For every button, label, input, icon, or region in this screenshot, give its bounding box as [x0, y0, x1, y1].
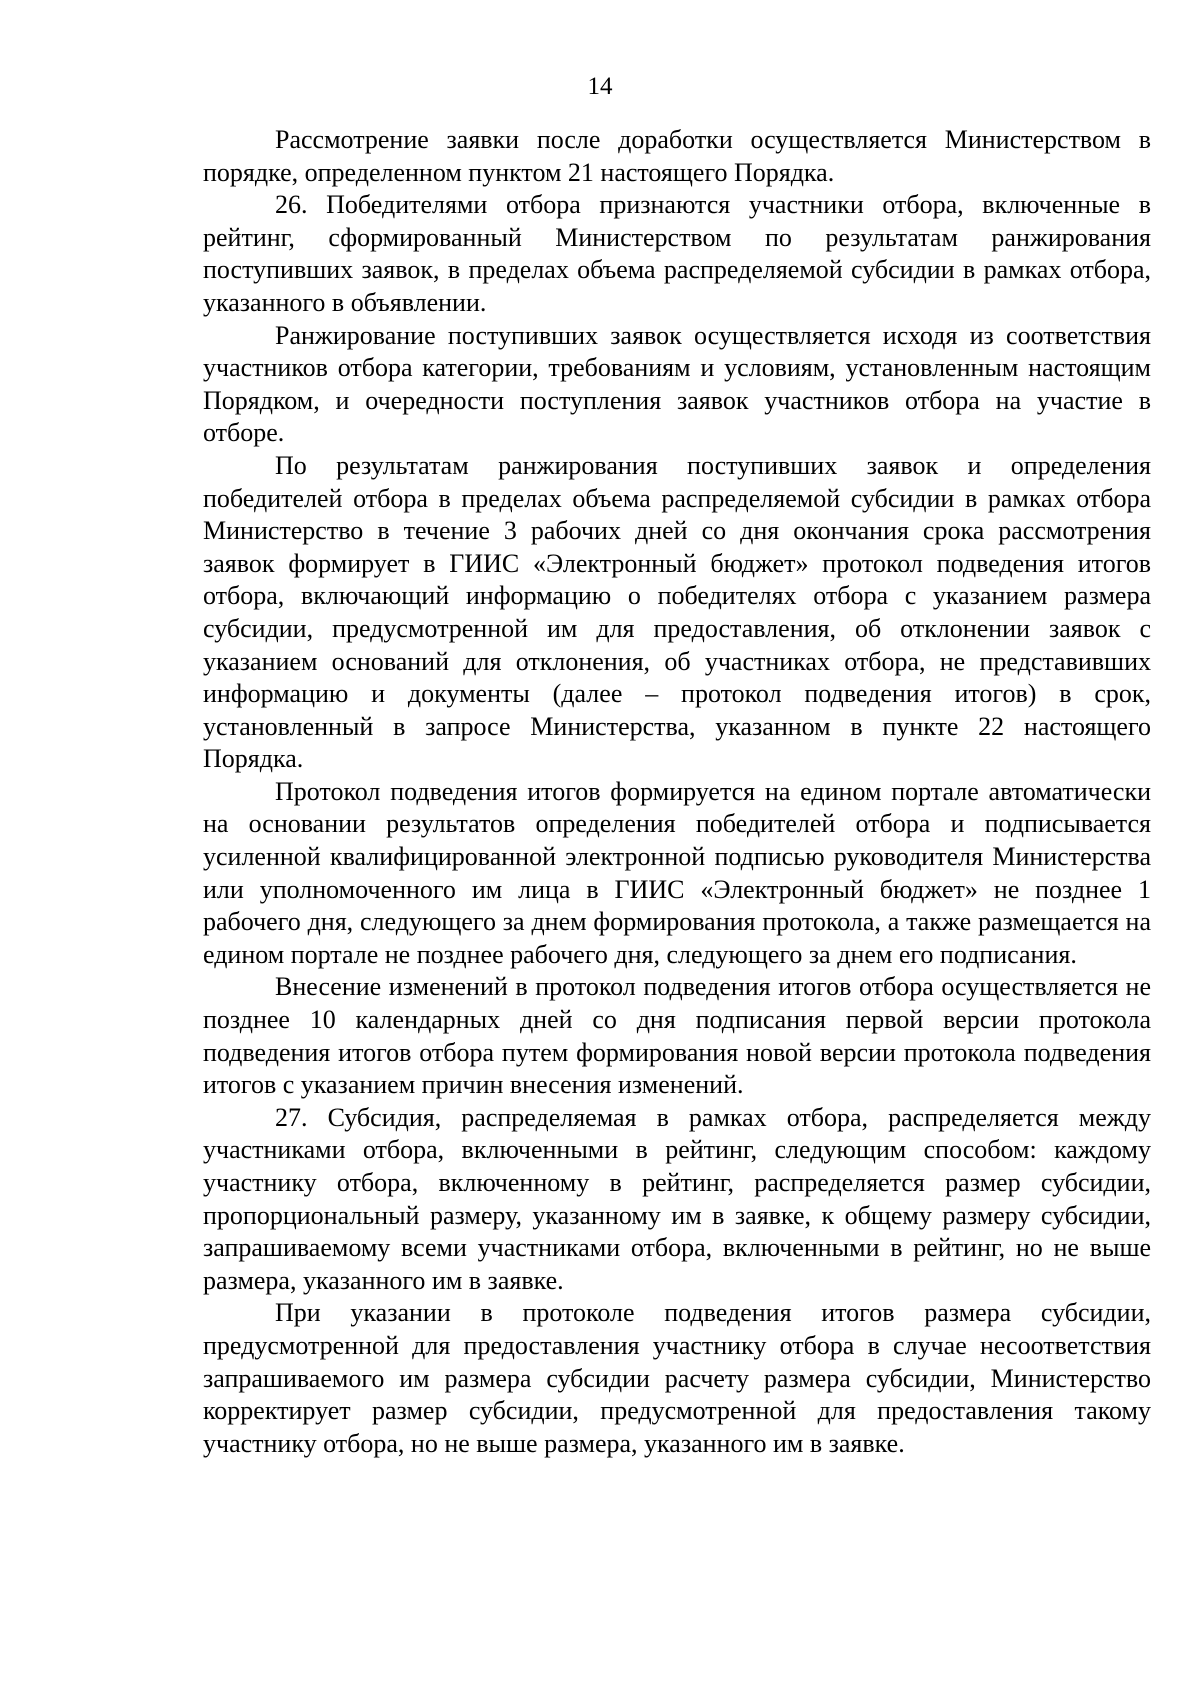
- paragraph-protocol-signing: Протокол подведения итогов формируется на едином портале автоматически на основании результатов определения победителей отбора и подписывается усиленной квалифицированной электронной подписью руководителя Министерства или уполномоченного им лица в ГИИС «Электронный бюджет» не позднее 1 рабочего дня, следующего за днем формирования протокола, а также размещается на едином портале не позднее рабочего дня, следующего за днем его подписания.: [203, 776, 1151, 969]
- paragraph-review-after-revision: Рассмотрение заявки после доработки осуществляется Министерством в порядке, определенном пунктом 21 настоящего Порядка.: [203, 125, 1151, 187]
- paragraph-ranking: Ранжирование поступивших заявок осуществляется исходя из соответствия участников отбора категории, требованиям и условиям, установленным настоящим Порядком, и очередности поступления заявок участников отбора на участие в отборе.: [203, 320, 1151, 448]
- document-body: [203, 124, 1151, 1460]
- paragraph-26-winners: 26. Победителями отбора признаются участники отбора, включенные в рейтинг, сформированный Министерством по результатам ранжирования поступивших заявок, в пределах объема распределяемой субсидии в рамках отбора, указанного в объявлении.: [203, 190, 1151, 317]
- page-number: 14: [587, 73, 613, 100]
- paragraph-27-subsidy-distribution: 27. Субсидия, распределяемая в рамках отбора, распределяется между участниками отбора, включенными в рейтинг, следующим способом: каждому участнику отбора, включенному в рейтинг, распределяется размер субсидии, пропорциональный размеру, указанному им в заявке, к общему размеру субсидии, запрашиваемому всеми участниками отбора, включенными в рейтинг, но не выше размера, указанного им в заявке.: [203, 1102, 1151, 1295]
- paragraph-ranking-results-protocol: По результатам ранжирования поступивших заявок и определения победителей отбора в пределах объема распределяемой субсидии в рамках отбора Министерство в течение 3 рабочих дней со дня окончания срока рассмотрения заявок формирует в ГИИС «Электронный бюджет» протокол подведения итогов отбора, включающий информацию о победителях отбора с указанием размера субсидии, предусмотренной им для предоставления, об отклонении заявок с указанием оснований для отклонения, об участниках отбора, не представивших информацию и документы (далее – протокол подведения итогов) в срок, установленный в запросе Министерства, указанном в пункте 22 настоящего Порядка.: [203, 450, 1151, 774]
- paragraph-protocol-changes: Внесение изменений в протокол подведения итогов отбора осуществляется не позднее 10 календарных дней со дня подписания первой версии протокола подведения итогов отбора путем формирования новой версии протокола подведения итогов с указанием причин внесения изменений.: [203, 972, 1151, 1100]
- paragraph-subsidy-correction: При указании в протоколе подведения итогов размера субсидии, предусмотренной для предоставления участнику отбора в случае несоответствия запрашиваемого им размера субсидии расчету размера субсидии, Министерство корректирует размер субсидии, предусмотренной для предоставления такому участнику отбора, но не выше размера, указанного им в заявке.: [203, 1298, 1151, 1458]
